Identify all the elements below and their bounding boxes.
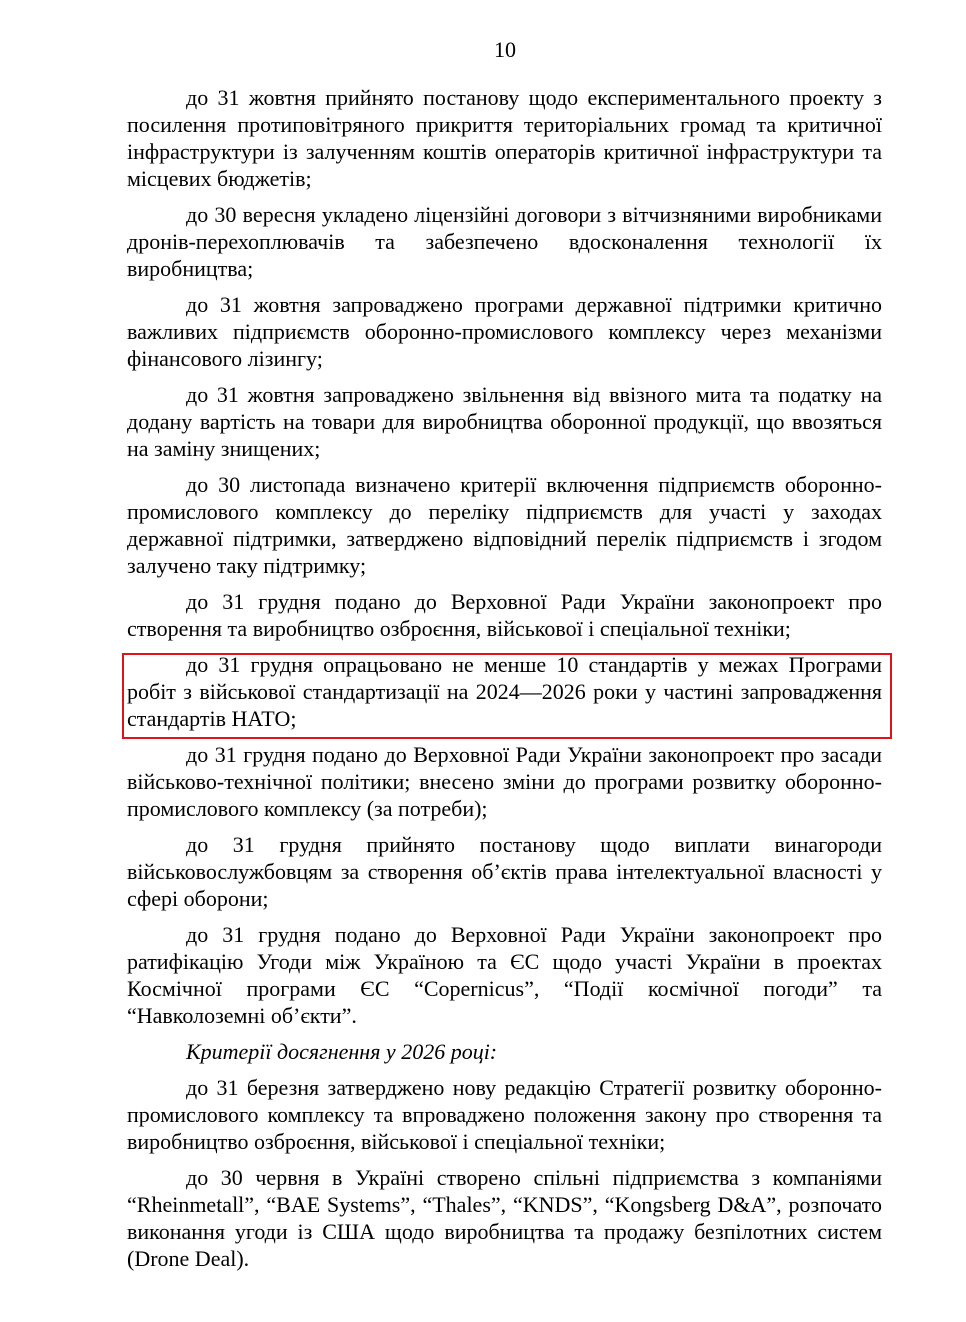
- paragraph-state-support-leasing: до 31 жовтня запроваджено програми державної підтримки критично важливих підприємств оборонно-промислового комплексу через механізми фінансового лізингу;: [127, 292, 882, 371]
- paragraph-drone-licenses: до 30 вересня укладено ліцензійні договори з вітчизняними виробниками дронів-перехоплювачів та забезпечено вдосконалення технології їх виробництва;: [127, 202, 882, 281]
- paragraph-weapons-bill: до 31 грудня подано до Верховної Ради України законопроект про створення та виробництво озброєння, військової і спеціальної техніки;: [127, 589, 882, 641]
- paragraph-joint-ventures: до 30 червня в Україні створено спільні підприємства з компаніями “Rheinmetall”, “BAE Systems”, “Thales”, “KNDS”, “Kongsberg D&A”, розпочато виконання угоди із США щодо виробництва та продажу безпілотних систем (Drone Deal).: [127, 1165, 882, 1271]
- paragraph-enterprise-criteria: до 30 листопада визначено критерії включення підприємств оборонно-промислового комплексу до переліку підприємств для участі у заходах державної підтримки, затверджено відповідний перелік підприємств і згодом залучено таку підтримку;: [127, 472, 882, 578]
- paragraph-ip-remuneration: до 31 грудня прийнято постанову щодо виплати винагороди військовослужбовцям за створення об’єктів права інтелектуальної власності у сфері оборони;: [127, 832, 882, 911]
- paragraph-nato-standards: до 31 грудня опрацьовано не менше 10 стандартів у межах Програми робіт з військової стандартизації на 2024—2026 роки у частині запровадження стандартів НАТО;: [127, 652, 882, 731]
- paragraph-air-defense: до 31 жовтня прийнято постанову щодо експериментального проекту з посилення протиповітряного прикриття територіальних громад та критичної інфраструктури із залученням коштів операторів критичної інфраструктури та місцевих бюджетів;: [127, 85, 882, 191]
- paragraph-military-tech-policy: до 31 грудня подано до Верховної Ради України законопроект про засади військово-технічної політики; внесено зміни до програми розвитку оборонно-промислового комплексу (за потреби);: [127, 742, 882, 821]
- section-heading-2026-criteria: Критерії досягнення у 2026 році:: [186, 1039, 498, 1064]
- paragraph-space-program: до 31 грудня подано до Верховної Ради України законопроект про ратифікацію Угоди між Україною та ЄС щодо участі України в проектах Космічної програми ЄС “Copernicus”, “Події космічної погоди” та “Навколоземні об’єкти”.: [127, 922, 882, 1028]
- document-body: [127, 84, 882, 1281]
- paragraph-import-duty-exemption: до 31 жовтня запроваджено звільнення від ввізного мита та податку на додану вартість на товари для виробництва оборонної продукції, що ввозяться на заміну знищених;: [127, 382, 882, 461]
- paragraph-defense-strategy: до 31 березня затверджено нову редакцію Стратегії розвитку оборонно-промислового комплексу та впроваджено положення закону про створення та виробництво озброєння, військової і спеціальної техніки;: [127, 1075, 882, 1154]
- page-number: 10: [494, 37, 516, 62]
